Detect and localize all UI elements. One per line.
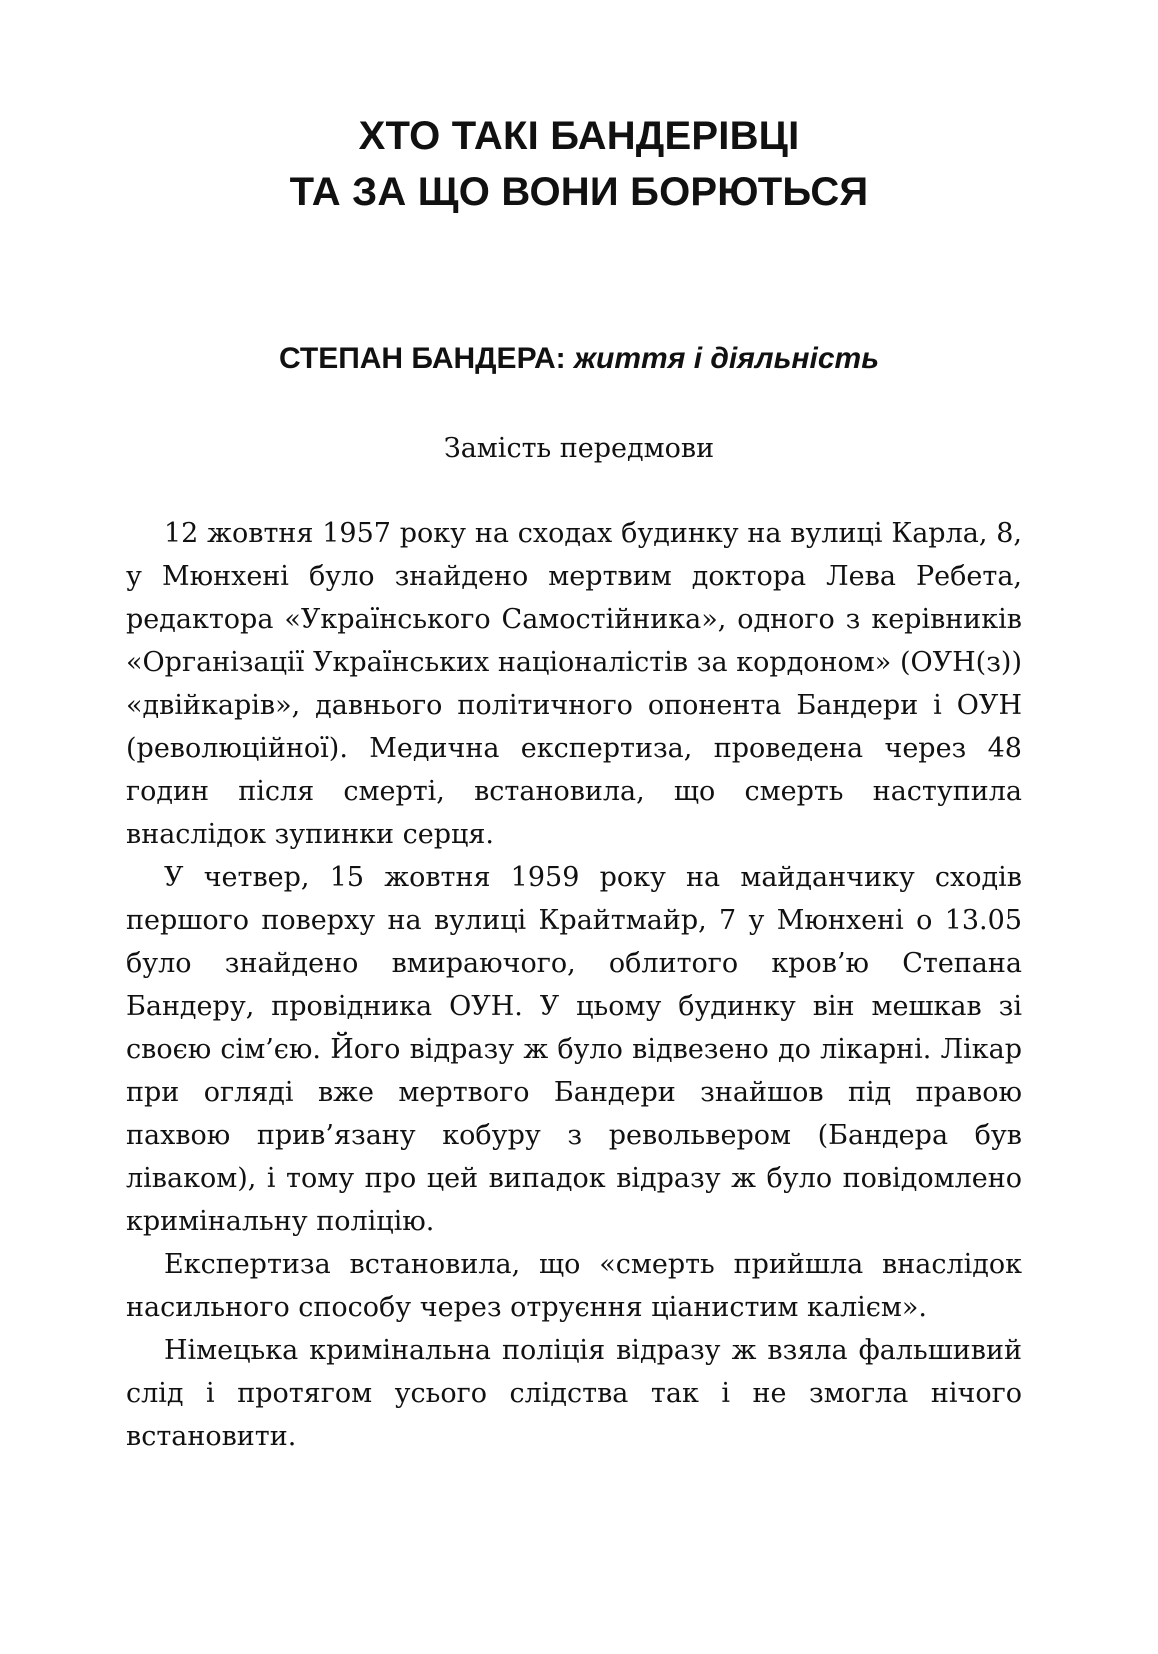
page-title [0, 108, 1158, 220]
body-text [126, 512, 1022, 1458]
section-heading-sub: життя і діяльність [573, 342, 880, 375]
paragraph-4: Німецька кримінальна поліція відразу ж взяла фальшивий слід і протягом усього слідства так і не змогла нічого встановити. [126, 1335, 1022, 1452]
section-heading [0, 339, 1158, 379]
paragraph-1: 12 жовтня 1957 року на сходах будинку на вулиці Карла, 8, у Мюнхені було знайдено мертвим доктора Лева Ребета, редактора «Українського Самостійника», одного з керівників «Організації Українських націоналістів за кордоном» (ОУН(з)) «двійкарів», давнього політичного опонента Бандери і ОУН (революційної). Медична експертиза, проведена через 48 годин після смерті, встановила, що смерть наступила внаслідок зупинки серця. [126, 518, 1022, 850]
paragraph-2: У четвер, 15 жовтня 1959 року на майданчику сходів першого поверху на вулиці Крайтмайр, 7 у Мюнхені о 13.05 було знайдено вмираючого, облитого кров’ю Степана Бандеру, провідника ОУН. У цьому будинку він мешкав зі своєю сім’єю. Його відразу ж було відвезено до лікарні. Лікар при огляді вже мертвого Бандери знайшов під правою пахвою прив’язану кобуру з револьвером (Бандера був ліваком), і тому про цей випадок відразу ж було повідомлено кримінальну поліцію. [126, 862, 1022, 1237]
page-title-line-2: ТА ЗА ЩО ВОНИ БОРЮТЬСЯ [289, 170, 869, 214]
paragraph-3: Експертиза встановила, що «смерть прийшла внаслідок насильного способу через отруєння ціанистим калієм». [126, 1249, 1022, 1323]
page-title-line-1: ХТО ТАКІ БАНДЕРІВЦІ [358, 114, 800, 158]
foreword-label: Замість передмови [443, 433, 715, 464]
section-heading-main: СТЕПАН БАНДЕРА: [278, 342, 566, 375]
